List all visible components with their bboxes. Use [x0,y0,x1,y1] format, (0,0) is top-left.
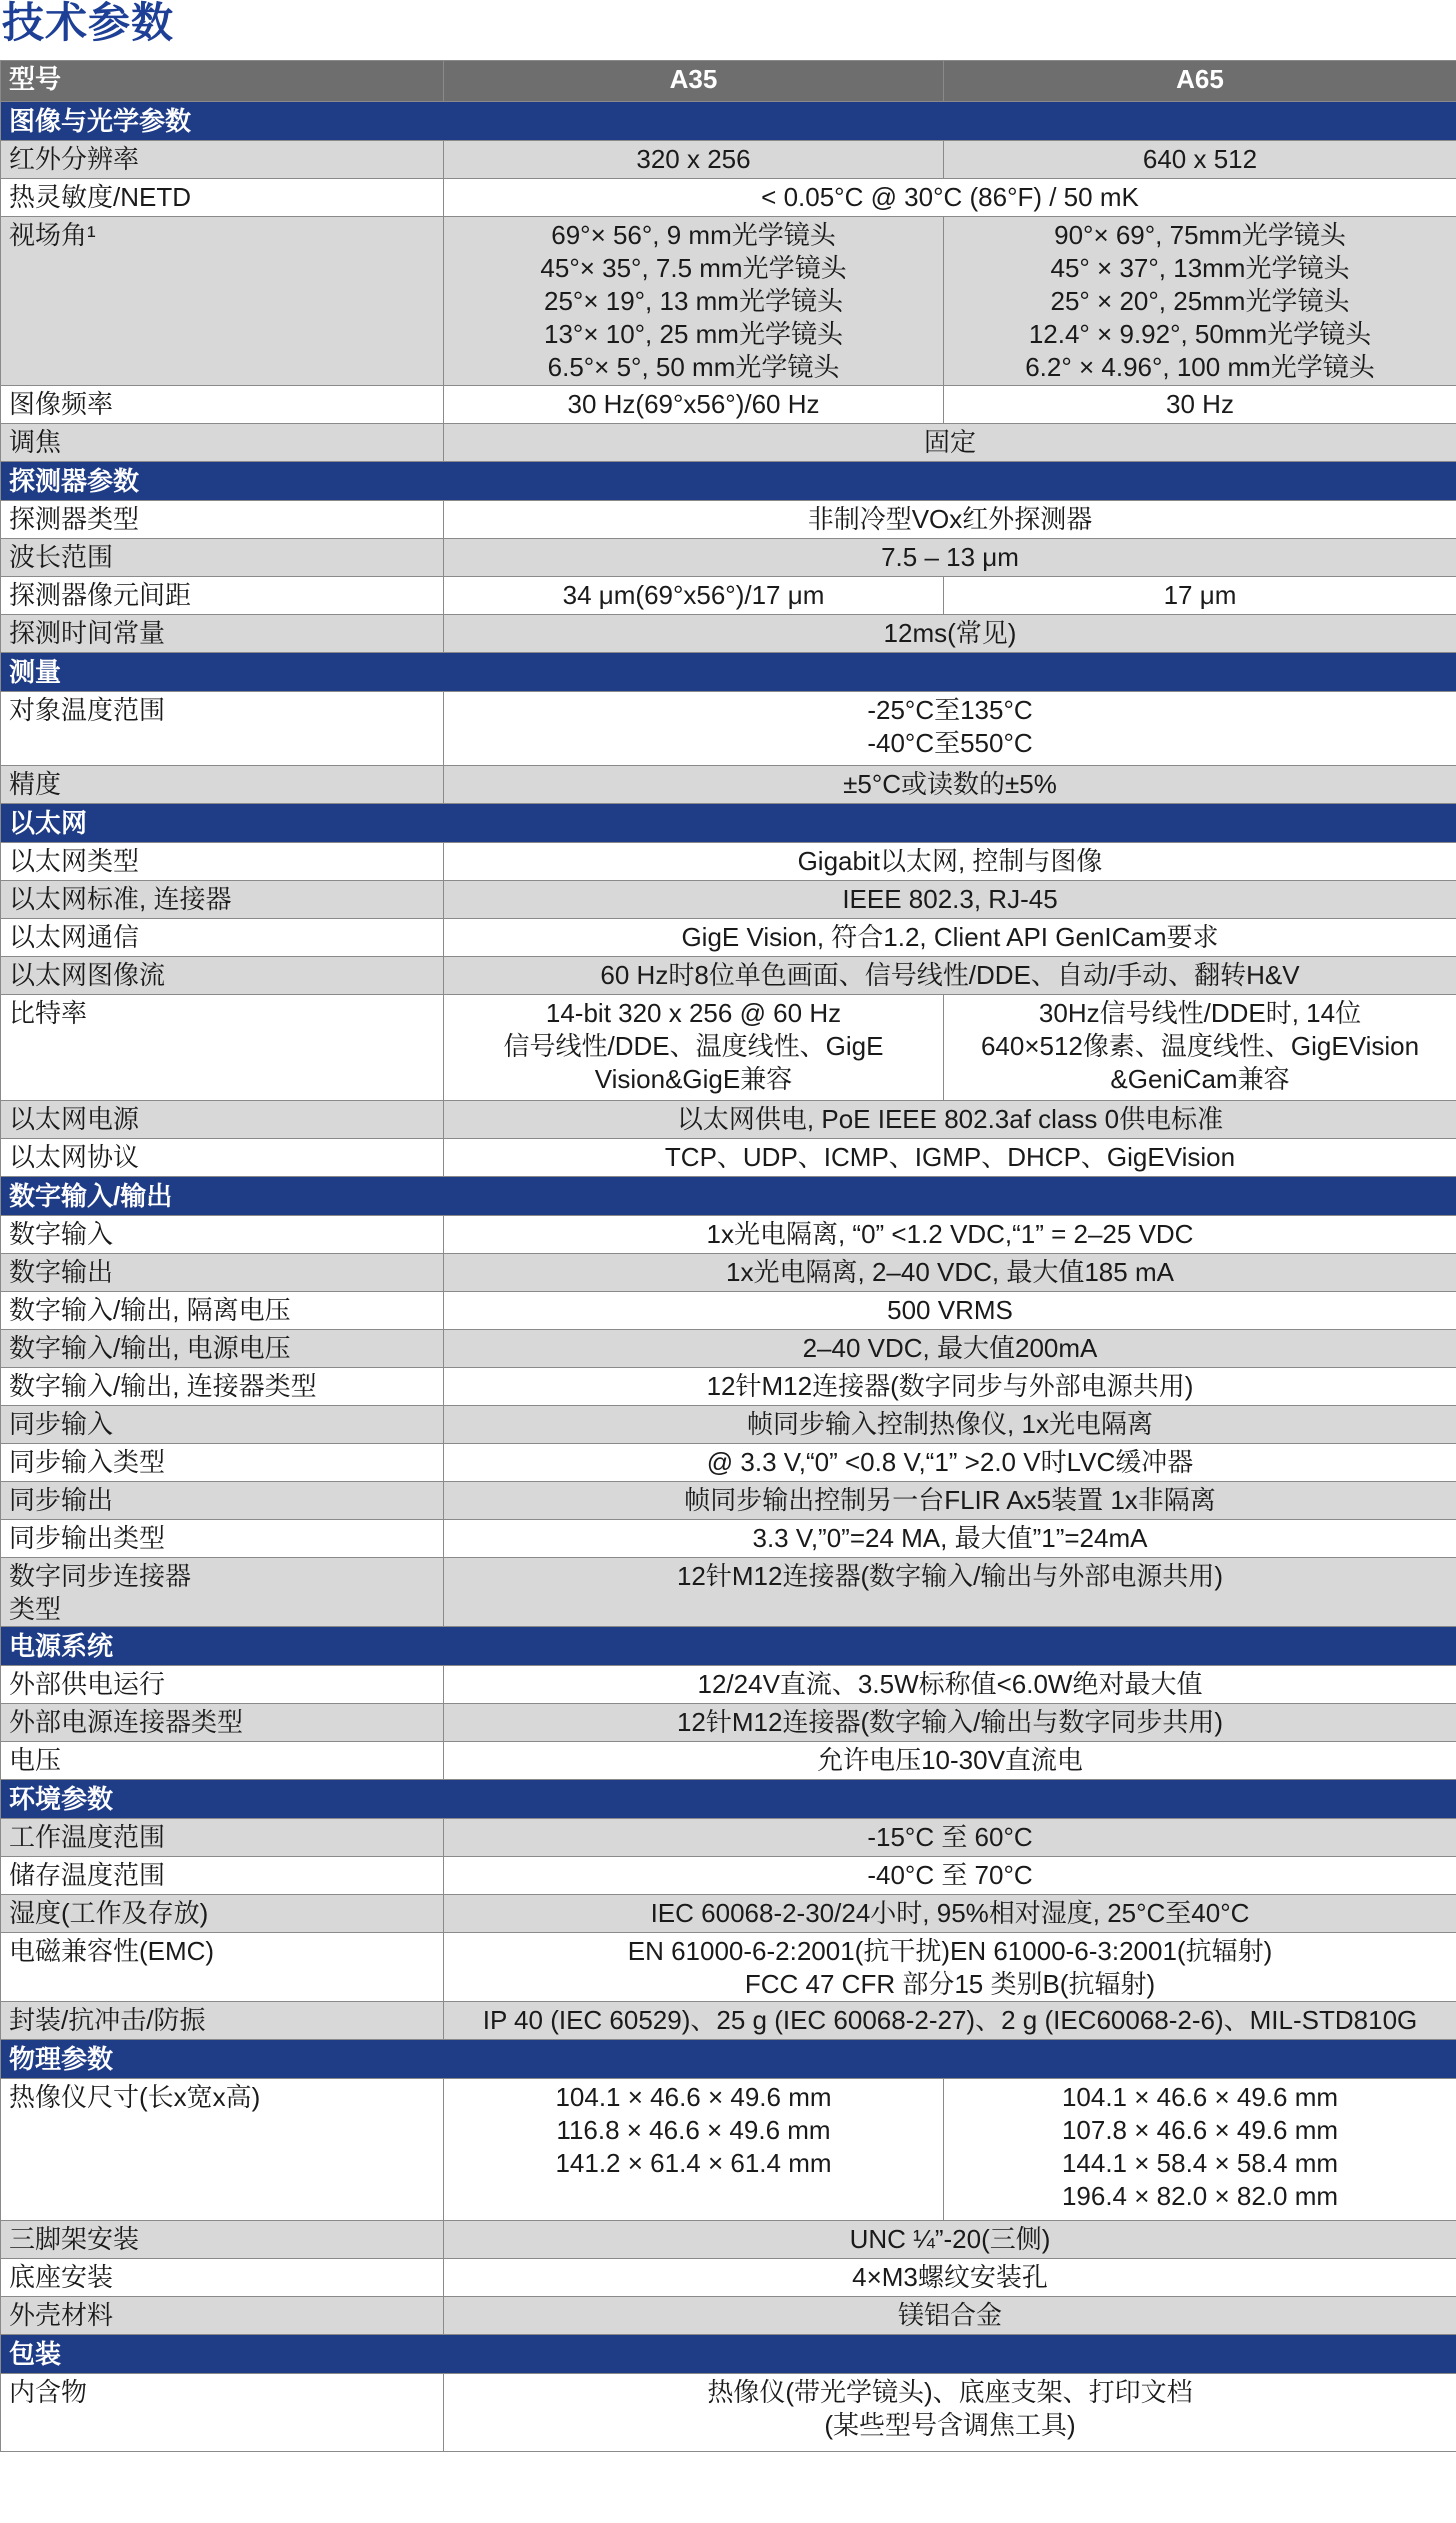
section-title: 物理参数 [1,2040,1456,2079]
spec-row [1,1330,1456,1368]
spec-value-shared [444,1895,1456,1933]
section-header-row [1,102,1456,141]
spec-value-shared [444,539,1456,577]
spec-table [0,60,1456,2452]
spec-row [1,1139,1456,1177]
cell-text-line: 12ms(常见) [883,618,1017,648]
spec-label: 数字输入/输出, 电源电压 [1,1330,444,1368]
cell-text-line: 30Hz信号线性/DDE时, 14位 [1038,998,1362,1028]
cell-text-line: 类型 [9,1594,62,1624]
spec-row [1,1444,1456,1482]
spec-label: 数字输入/输出, 连接器类型 [1,1368,444,1406]
spec-row [1,1368,1456,1406]
cell-text-line: 7.5 – 13 μm [881,542,1019,572]
spec-row [1,1216,1456,1254]
spec-value-a65 [944,217,1456,386]
header-row [1,61,1456,102]
cell-text-line: 60 Hz时8位单色画面、信号线性/DDE、自动/手动、翻转H&V [600,960,1300,990]
spec-row [1,141,1456,179]
spec-value-shared [444,1292,1456,1330]
cell-text-line: 13°× 10°, 25 mm光学镜头 [544,319,843,349]
spec-label: 电压 [1,1742,444,1780]
cell-text-line: 640 x 512 [1142,144,1258,174]
spec-value-a65 [944,141,1456,179]
spec-label: 同步输出 [1,1482,444,1520]
spec-value-shared [444,881,1456,919]
spec-label: 热灵敏度/NETD [1,179,444,217]
spec-label: 三脚架安装 [1,2221,444,2259]
spec-label: 电磁兼容性(EMC) [1,1933,444,2002]
spec-value-shared [444,1368,1456,1406]
spec-label [1,1558,444,1627]
cell-text-line: 14-bit 320 x 256 @ 60 Hz [545,998,842,1028]
spec-value-a35 [444,386,944,424]
spec-row [1,995,1456,1101]
spec-row [1,2374,1456,2452]
cell-text-line: Gigabit以太网, 控制与图像 [797,846,1103,876]
cell-text-line: 以太网供电, PoE IEEE 802.3af class 0供电标准 [676,1104,1224,1134]
spec-value-a35 [444,2079,944,2221]
spec-label: 对象温度范围 [1,692,444,766]
cell-text-line: IP 40 (IEC 60529)、25 g (IEC 60068-2-27)、2 g (IEC60068-2-6)、MIL-STD810G [482,2005,1418,2035]
spec-value-shared [444,501,1456,539]
spec-value-a35 [444,577,944,615]
spec-row [1,1558,1456,1627]
cell-text-line: -40°C 至 70°C [867,1860,1033,1890]
spec-value-shared [444,2374,1456,2452]
spec-value-shared [444,1254,1456,1292]
spec-row [1,1819,1456,1857]
section-title: 测量 [1,653,1456,692]
spec-value-shared [444,1482,1456,1520]
section-title: 环境参数 [1,1780,1456,1819]
cell-text-line: 141.2 × 61.4 × 61.4 mm [555,2148,832,2178]
spec-value-shared [444,766,1456,804]
cell-text-line: 镁铝合金 [897,2300,1002,2330]
spec-row [1,1292,1456,1330]
section-title: 以太网 [1,804,1456,843]
spec-row [1,843,1456,881]
spec-value-shared [444,1101,1456,1139]
spec-row [1,386,1456,424]
spec-value-shared [444,1857,1456,1895]
cell-text-line: -40°C至550°C [867,728,1033,758]
spec-value-a35 [444,217,944,386]
spec-label: 外壳材料 [1,2297,444,2335]
spec-label: 波长范围 [1,539,444,577]
spec-label: 以太网电源 [1,1101,444,1139]
cell-text-line: 196.4 × 82.0 × 82.0 mm [1061,2181,1339,2211]
spec-value-shared [444,1406,1456,1444]
spec-label: 外部电源连接器类型 [1,1704,444,1742]
spec-value-shared [444,1520,1456,1558]
cell-text-line: 固定 [923,427,976,457]
spec-label: 图像频率 [1,386,444,424]
spec-label: 同步输入 [1,1406,444,1444]
cell-text-line: 允许电压10-30V直流电 [817,1745,1083,1775]
spec-value-a35 [444,141,944,179]
spec-label: 以太网标准, 连接器 [1,881,444,919]
spec-value-a65 [944,995,1456,1101]
cell-text-line: IEC 60068-2-30/24小时, 95%相对湿度, 25°C至40°C [650,1898,1250,1928]
spec-row [1,501,1456,539]
spec-value-shared [444,2297,1456,2335]
spec-row [1,577,1456,615]
spec-label: 视场角¹ [1,217,444,386]
section-title: 包装 [1,2335,1456,2374]
spec-value-a35 [444,995,944,1101]
spec-row [1,1254,1456,1292]
cell-text-line: 6.5°× 5°, 50 mm光学镜头 [547,352,840,382]
spec-row [1,881,1456,919]
cell-text-line: 144.1 × 58.4 × 58.4 mm [1061,2148,1339,2178]
spec-value-shared [444,843,1456,881]
cell-text-line: 帧同步输出控制另一台FLIR Ax5装置 1x非隔离 [684,1485,1216,1515]
spec-label: 红外分辨率 [1,141,444,179]
section-title: 数字输入/输出 [1,1177,1456,1216]
spec-value-shared [444,1666,1456,1704]
spec-label: 湿度(工作及存放) [1,1895,444,1933]
cell-text-line: UNC ¼”-20(三侧) [849,2224,1051,2254]
cell-text-line: 12/24V直流、3.5W标称值<6.0W绝对最大值 [697,1669,1203,1699]
spec-label: 同步输出类型 [1,1520,444,1558]
cell-text-line: 12针M12连接器(数字输入/输出与数字同步共用) [676,1707,1224,1737]
cell-text-line: -25°C至135°C [867,695,1033,725]
cell-text-line: 1x光电隔离, “0” <1.2 VDC,“1” = 2–25 VDC [706,1219,1194,1249]
cell-text-line: 320 x 256 [636,144,751,174]
spec-row [1,1895,1456,1933]
section-header-row [1,2040,1456,2079]
spec-row [1,1857,1456,1895]
cell-text-line: 数字同步连接器 [9,1561,192,1591]
spec-value-shared [444,1139,1456,1177]
section-title: 电源系统 [1,1627,1456,1666]
spec-row [1,424,1456,462]
spec-value-a65 [944,577,1456,615]
spec-value-shared [444,1558,1456,1627]
spec-row [1,1933,1456,2002]
spec-value-shared [444,424,1456,462]
spec-row [1,1666,1456,1704]
spec-value-shared [444,957,1456,995]
cell-text-line: 104.1 × 46.6 × 49.6 mm [555,2082,832,2112]
cell-text-line: 25°× 19°, 13 mm光学镜头 [544,286,843,316]
section-header-row [1,462,1456,501]
spec-row [1,957,1456,995]
spec-row [1,1742,1456,1780]
cell-text-line: @ 3.3 V,“0” <0.8 V,“1” >2.0 V时LVC缓冲器 [706,1447,1194,1477]
cell-text-line: 107.8 × 46.6 × 49.6 mm [1061,2115,1339,2145]
cell-text-line: (某些型号含调焦工具) [824,2410,1076,2440]
cell-text-line: ±5°C或读数的±5% [843,769,1057,799]
cell-text-line: 4×M3螺纹安装孔 [852,2262,1048,2292]
spec-label: 外部供电运行 [1,1666,444,1704]
spec-value-shared [444,2221,1456,2259]
cell-text-line: 30 Hz [1166,389,1234,419]
spec-label: 同步输入类型 [1,1444,444,1482]
cell-text-line: 34 μm(69°x56°)/17 μm [562,580,825,610]
cell-text-line: 17 μm [1163,580,1237,610]
section-title: 探测器参数 [1,462,1456,501]
spec-row [1,1406,1456,1444]
spec-row [1,2002,1456,2040]
cell-text-line: 45° × 37°, 13mm光学镜头 [1050,253,1350,283]
spec-row [1,2079,1456,2221]
header-model-label: 型号 [1,61,444,102]
spec-value-shared [444,1330,1456,1368]
cell-text-line: 信号线性/DDE、温度线性、GigE [503,1031,884,1061]
section-header-row [1,1177,1456,1216]
spec-value-shared [444,1742,1456,1780]
spec-row [1,539,1456,577]
spec-label: 精度 [1,766,444,804]
cell-text-line: 帧同步输入控制热像仪, 1x光电隔离 [747,1409,1153,1439]
cell-text-line: 2–40 VDC, 最大值200mA [802,1333,1098,1363]
cell-text-line: 12.4° × 9.92°, 50mm光学镜头 [1028,319,1372,349]
spec-value-shared [444,2002,1456,2040]
cell-text-line: 非制冷型VOx红外探测器 [807,504,1093,534]
cell-text-line: 12针M12连接器(数字同步与外部电源共用) [706,1371,1194,1401]
spec-row [1,2297,1456,2335]
spec-value-shared [444,1704,1456,1742]
cell-text-line: &GeniCam兼容 [1110,1064,1290,1094]
spec-table-body [1,61,1456,2452]
cell-text-line: 3.3 V,”0”=24 MA, 最大值”1”=24mA [752,1523,1148,1553]
spec-value-shared [444,615,1456,653]
spec-value-a65 [944,386,1456,424]
spec-label: 数字输入 [1,1216,444,1254]
spec-row [1,1482,1456,1520]
spec-row [1,1520,1456,1558]
spec-row [1,179,1456,217]
spec-row [1,766,1456,804]
section-header-row [1,2335,1456,2374]
spec-label: 封装/抗冲击/防振 [1,2002,444,2040]
cell-text-line: 12针M12连接器(数字输入/输出与外部电源共用) [676,1561,1224,1591]
spec-label: 以太网通信 [1,919,444,957]
section-header-row [1,1780,1456,1819]
cell-text-line: IEEE 802.3, RJ-45 [842,884,1058,914]
spec-label: 比特率 [1,995,444,1101]
spec-value-shared [444,692,1456,766]
spec-label: 内含物 [1,2374,444,2452]
spec-row [1,919,1456,957]
section-header-row [1,804,1456,843]
cell-text-line: GigE Vision, 符合1.2, Client API GenICam要求 [681,922,1219,952]
cell-text-line: 1x光电隔离, 2–40 VDC, 最大值185 mA [726,1257,1174,1287]
spec-value-shared [444,1444,1456,1482]
cell-text-line: TCP、UDP、ICMP、IGMP、DHCP、GigEVision [664,1142,1236,1172]
spec-label: 探测时间常量 [1,615,444,653]
spec-label: 以太网协议 [1,1139,444,1177]
cell-text-line: 90°× 69°, 75mm光学镜头 [1054,220,1346,250]
spec-row [1,217,1456,386]
cell-text-line: 45°× 35°, 7.5 mm光学镜头 [540,253,847,283]
spec-label: 探测器像元间距 [1,577,444,615]
spec-row [1,692,1456,766]
cell-text-line: 25° × 20°, 25mm光学镜头 [1050,286,1350,316]
cell-text-line: -15°C 至 60°C [867,1822,1033,1852]
spec-label: 底座安装 [1,2259,444,2297]
spec-label: 工作温度范围 [1,1819,444,1857]
spec-label: 调焦 [1,424,444,462]
cell-text-line: 640×512像素、温度线性、GigEVision [980,1031,1420,1061]
spec-value-a65 [944,2079,1456,2221]
spec-label: 数字输出 [1,1254,444,1292]
cell-text-line: Vision&GigE兼容 [594,1064,793,1094]
spec-row [1,615,1456,653]
spec-row [1,2259,1456,2297]
cell-text-line: 30 Hz(69°x56°)/60 Hz [567,389,820,419]
spec-row [1,1101,1456,1139]
spec-row [1,2221,1456,2259]
spec-label: 以太网类型 [1,843,444,881]
section-header-row [1,1627,1456,1666]
spec-label: 数字输入/输出, 隔离电压 [1,1292,444,1330]
cell-text-line: FCC 47 CFR 部分15 类别B(抗辐射) [744,1969,1156,1999]
section-title: 图像与光学参数 [1,102,1456,141]
cell-text-line: 6.2° × 4.96°, 100 mm光学镜头 [1025,352,1375,382]
spec-label: 热像仪尺寸(长x宽x高) [1,2079,444,2221]
spec-value-shared [444,2259,1456,2297]
section-header-row [1,653,1456,692]
spec-value-shared [444,919,1456,957]
spec-value-shared [444,1216,1456,1254]
spec-value-shared [444,1819,1456,1857]
cell-text-line: 116.8 × 46.6 × 49.6 mm [556,2115,831,2145]
cell-text-line: EN 61000-6-2:2001(抗干扰)EN 61000-6-3:2001(抗辐射) [627,1936,1273,1966]
spec-label: 探测器类型 [1,501,444,539]
spec-row [1,1704,1456,1742]
page-title: 技术参数 [2,0,175,46]
spec-label: 以太网图像流 [1,957,444,995]
header-a65: A65 [944,61,1456,102]
cell-text-line: 69°× 56°, 9 mm光学镜头 [551,220,836,250]
cell-text-line: 热像仪(带光学镜头)、底座支架、打印文档 [707,2377,1193,2407]
spec-value-shared [444,179,1456,217]
cell-text-line: < 0.05°C @ 30°C (86°F) / 50 mK [761,182,1139,212]
header-a35: A35 [444,61,944,102]
spec-label: 储存温度范围 [1,1857,444,1895]
cell-text-line: 104.1 × 46.6 × 49.6 mm [1061,2082,1339,2112]
spec-value-shared [444,1933,1456,2002]
cell-text-line: 500 VRMS [887,1295,1013,1325]
